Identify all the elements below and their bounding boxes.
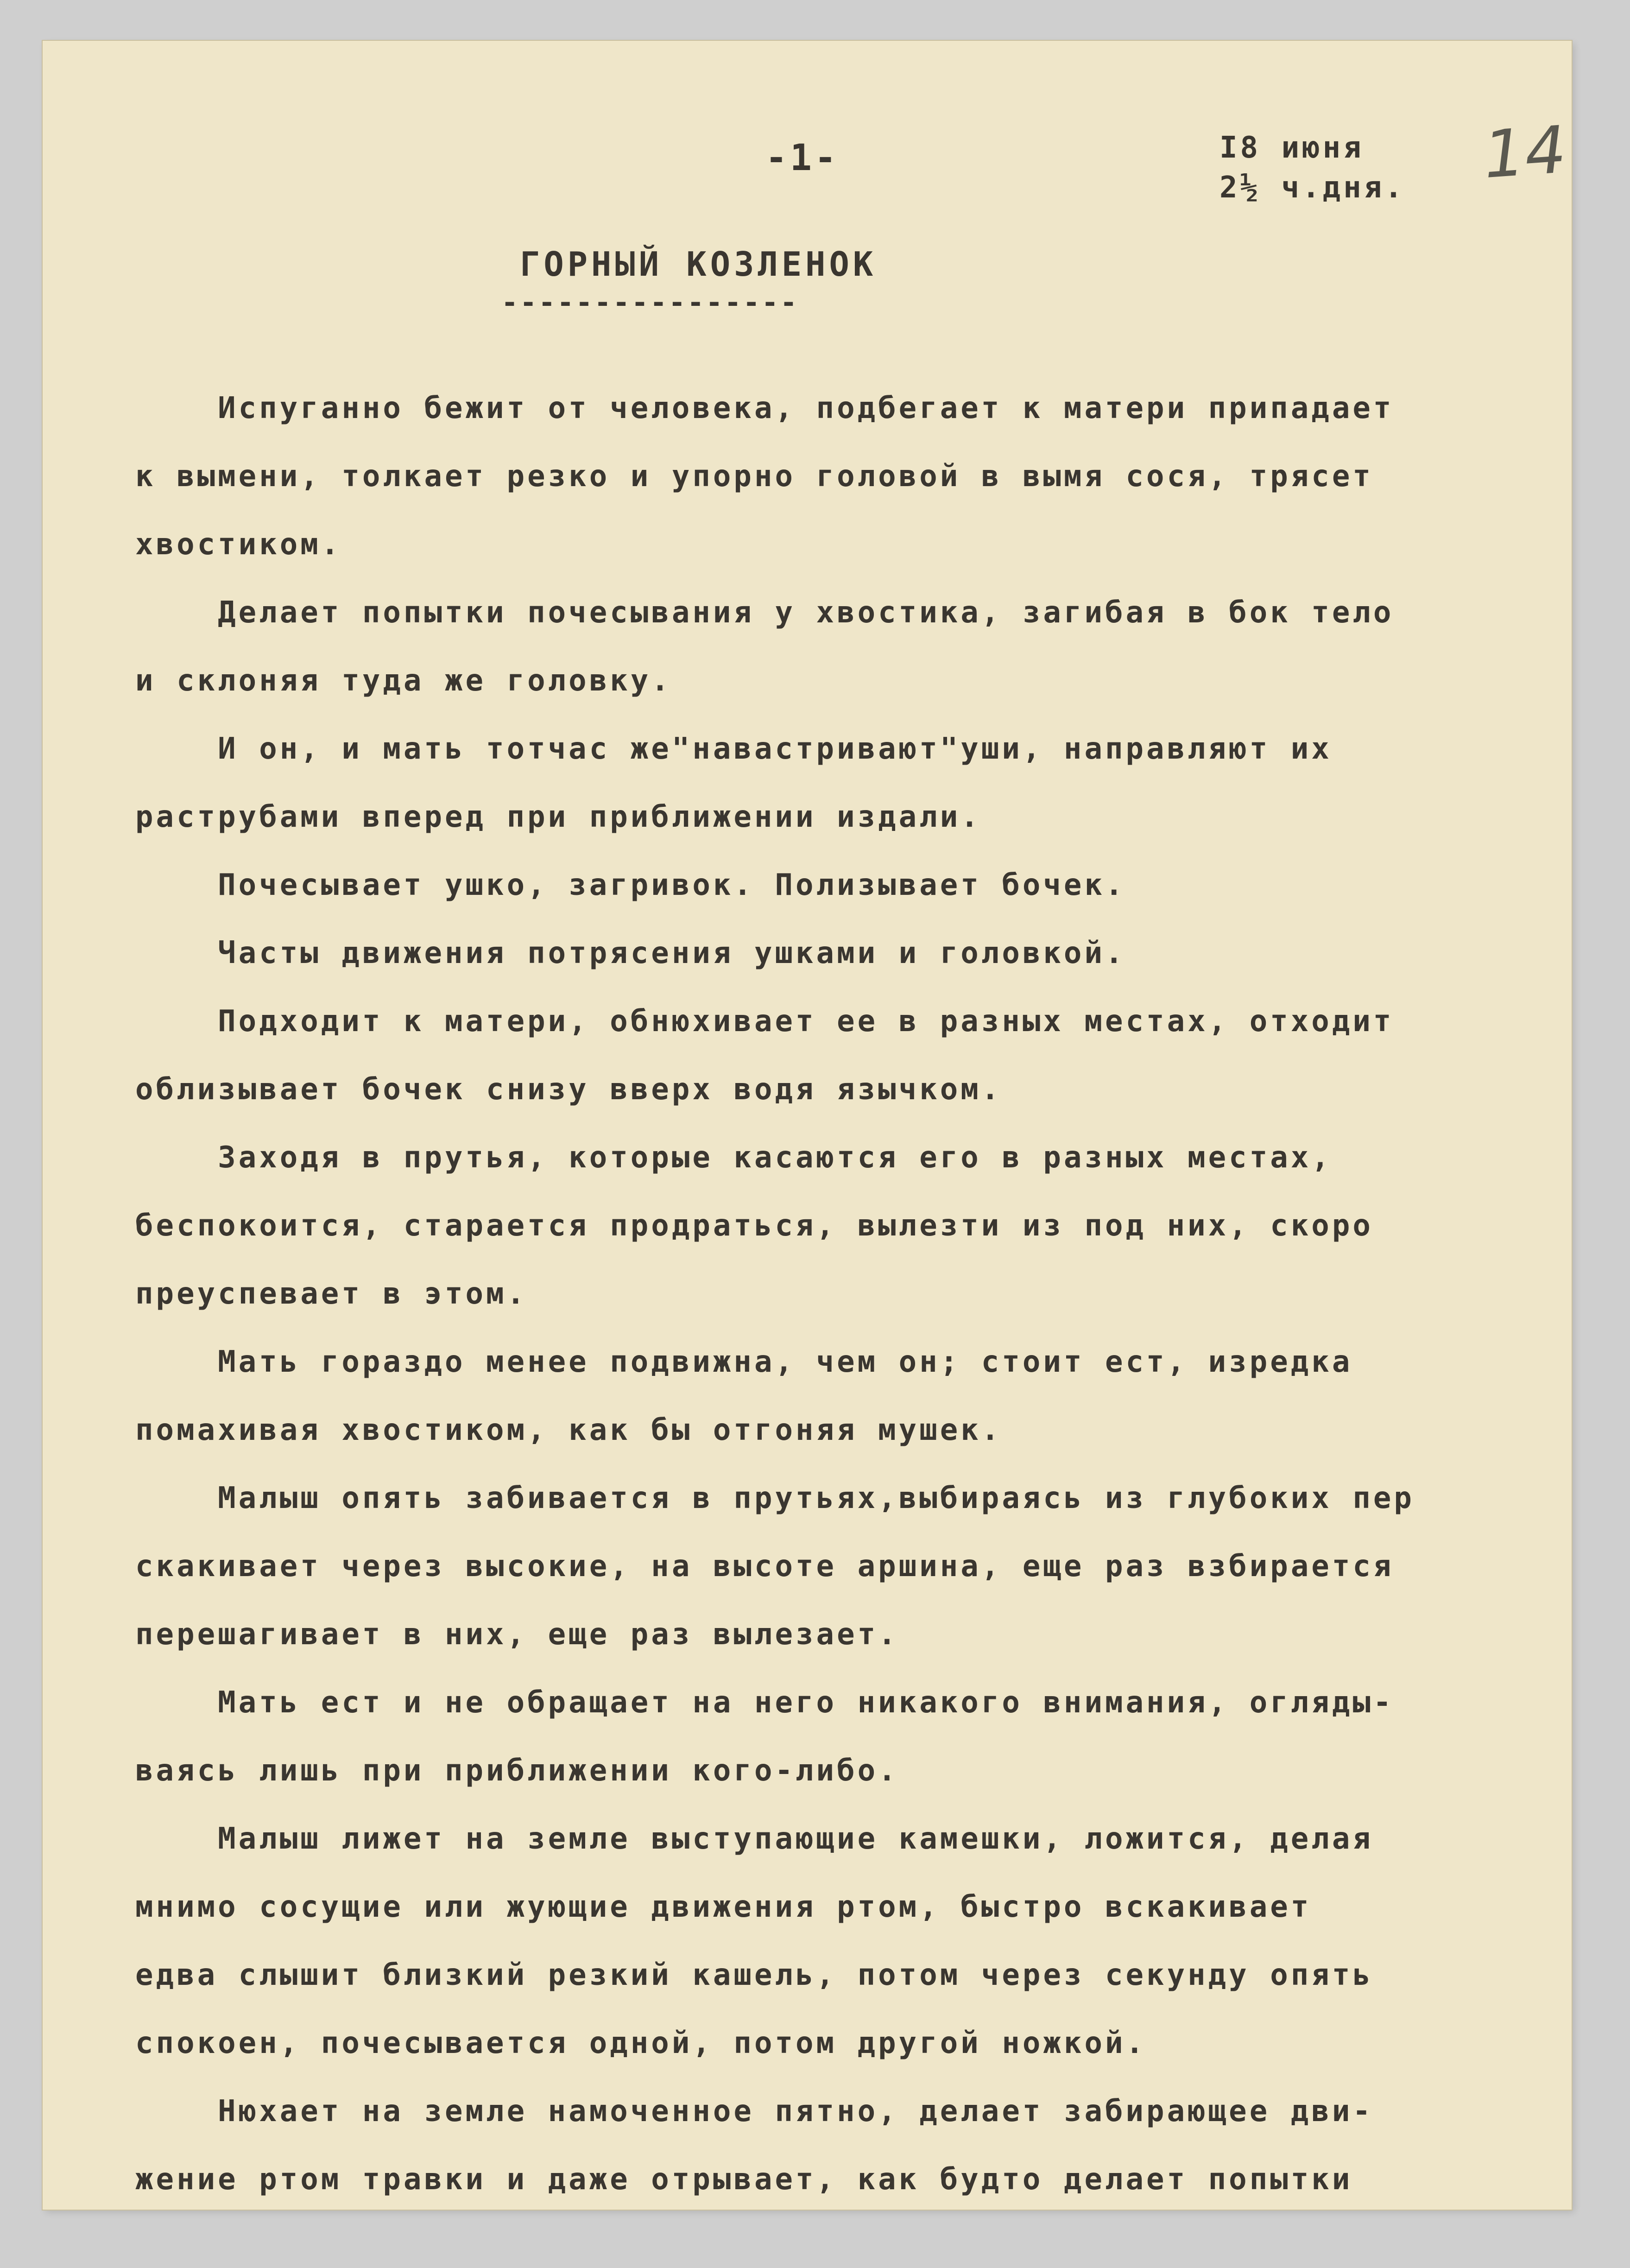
date-line: I8 июня — [1219, 131, 1364, 165]
date-block — [1219, 128, 1405, 208]
text-line: беспокоится, старается продраться, вылезти из под них, скоро — [135, 1209, 1373, 1243]
text-line: помахивая хвостиком, как бы отгоняя мушек. — [135, 1413, 1002, 1447]
text-line: едва слышит близкий резкий кашель, потом через секунду опять — [135, 1958, 1373, 1992]
text-line: Подходит к матери, обнюхивает ее в разных местах, отходит — [135, 1004, 1394, 1039]
text-line: Почесывает ушко, загривок. Полизывает бочек. — [135, 868, 1126, 902]
text-line: к вымени, толкает резко и упорно головой в вымя сося, трясет — [135, 459, 1373, 494]
text-line: ваясь лишь при приближении кого-либо. — [135, 1754, 899, 1788]
text-line: преуспевает в этом. — [135, 1277, 528, 1311]
text-line: Заходя в прутья, которые касаются его в разных местах, — [135, 1140, 1332, 1175]
text-line: И он, и мать тотчас же"навастривают"уши, направляют их — [135, 732, 1332, 766]
text-line: Малыш лижет на земле выступающие камешки, ложится, делая — [135, 1822, 1373, 1856]
text-line: и склоняя туда же головку. — [135, 664, 672, 698]
text-line: перешагивает в них, еще раз вылезает. — [135, 1617, 899, 1652]
text-line: скакивает через высокие, на высоте аршина, еще раз взбирается — [135, 1549, 1394, 1584]
text-line: хвостиком. — [135, 527, 342, 562]
document-title: ГОРНЫЙ КОЗЛЕНОК — [520, 245, 877, 284]
text-line: мнимо сосущие или жующие движения ртом, быстро вскакивает — [135, 1890, 1312, 1924]
page-number: -1- — [765, 137, 839, 179]
text-line: Делает попытки почесывания у хвостика, загибая в бок тело — [135, 596, 1394, 630]
body-text — [135, 374, 1572, 2214]
text-line: спокоен, почесывается одной, потом другой ножкой. — [135, 2026, 1147, 2060]
text-line: раструбами вперед при приближении издали. — [135, 800, 981, 834]
title-underline: ---------------- — [501, 286, 799, 319]
text-line: облизывает бочек снизу вверх водя язычком. — [135, 1072, 1002, 1107]
archive-number-handwritten: 14 — [1481, 112, 1569, 194]
text-line: Мать гораздо менее подвижна, чем он; стоит ест, изредка — [135, 1345, 1353, 1379]
text-line: Мать ест и не обращает на него никакого внимания, огляды- — [135, 1685, 1394, 1720]
text-line: Часты движения потрясения ушками и головкой. — [135, 936, 1126, 970]
text-line: Малыш опять забивается в прутьях,выбираясь из глубоких пер — [135, 1481, 1415, 1515]
document-page — [43, 41, 1572, 2210]
text-line: Испуганно бежит от человека, подбегает к матери припадает — [135, 391, 1394, 425]
text-line: Нюхает на земле намоченное пятно, делает забирающее дви- — [135, 2094, 1373, 2129]
time-line: 2½ ч.дня. — [1219, 171, 1405, 205]
text-line: жение ртом травки и даже отрывает, как будто делает попытки — [135, 2162, 1353, 2197]
